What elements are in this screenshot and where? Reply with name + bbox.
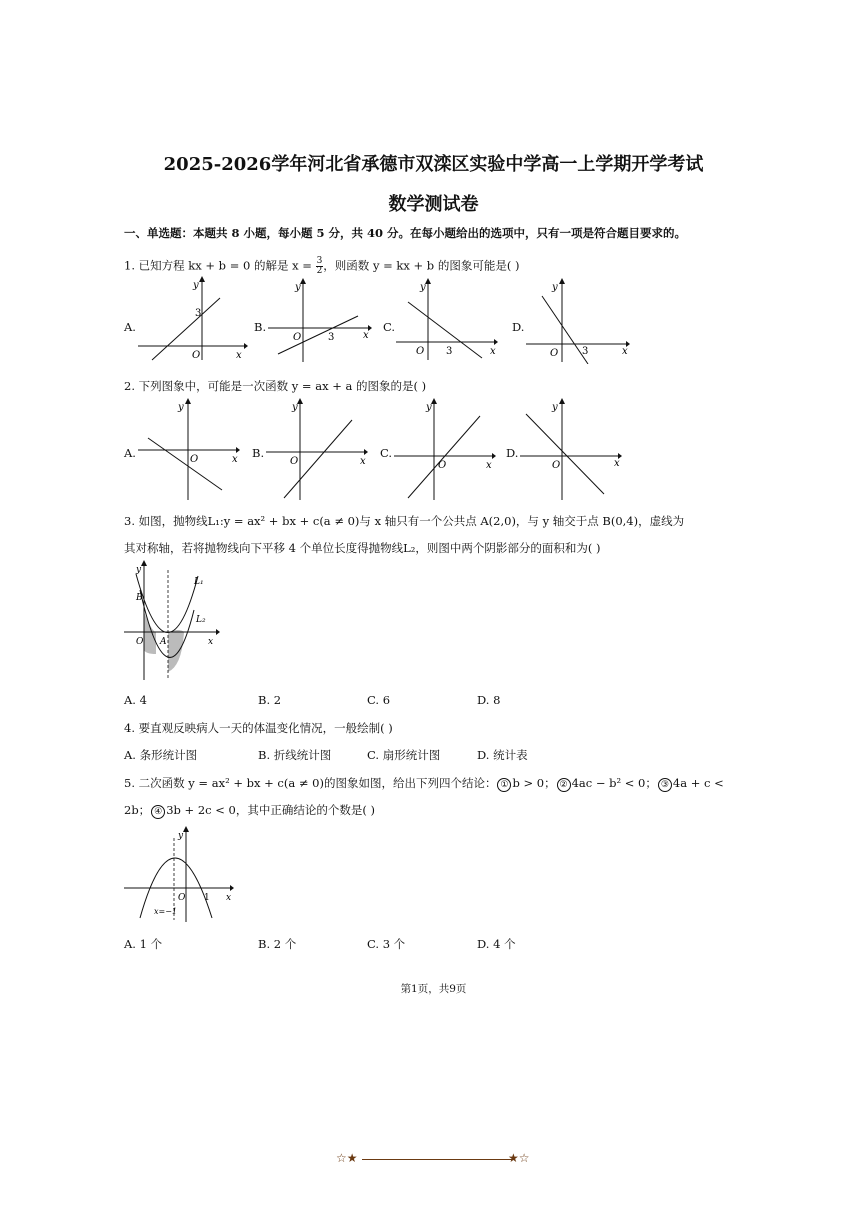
section-heading: 一、单选题：本题共 8 小题，每小题 5 分，共 40 分。在每小题给出的选项中，只有一项是符合题目要求的。	[124, 226, 687, 240]
q5-option-d[interactable]: D. 4 个	[477, 937, 516, 951]
q1c-x-label: x	[490, 346, 496, 357]
q4-option-a[interactable]: A. 条形统计图	[124, 748, 198, 762]
q3-point-a: A	[160, 637, 167, 647]
q3-label-l2: L₂	[196, 615, 206, 625]
q2-option-b[interactable]: B.	[252, 446, 265, 460]
q2b-y-label: y	[292, 402, 298, 413]
q2b-x-label: x	[360, 456, 366, 467]
q1b-y-arrow	[300, 278, 306, 284]
q3-graph	[122, 560, 222, 682]
q1a-x-label: x	[236, 350, 242, 361]
q3-point-b: B	[136, 593, 143, 603]
q1a-x-arrow	[244, 343, 248, 349]
q2c-x-label: x	[486, 460, 492, 471]
q1a-y-label: y	[193, 280, 199, 291]
q5-c4-text: 3b + 2c < 0，其中正确结论的个数是( )	[166, 803, 375, 817]
q1-frac-den: 2	[316, 266, 323, 276]
divider-line	[362, 1159, 512, 1160]
q2d-line	[526, 414, 604, 494]
q4-option-d[interactable]: D. 统计表	[477, 748, 528, 762]
q2-option-c[interactable]: C.	[380, 446, 393, 460]
q1d-origin: O	[550, 348, 559, 359]
q2-graph-d	[520, 398, 624, 502]
q3-shade-left	[144, 612, 156, 654]
q1c-x-arrow	[494, 339, 498, 345]
q5-option-b[interactable]: B. 2 个	[258, 937, 297, 951]
decorative-divider	[336, 1151, 536, 1169]
q1-option-c[interactable]: C.	[383, 320, 396, 334]
q5-c4-mark: ④	[151, 805, 165, 819]
q1d-x-label: x	[622, 346, 628, 357]
q5-axis-label: x=−1	[154, 907, 178, 916]
q3-origin: O	[136, 637, 144, 647]
q2-stem: 2. 下列图象中，可能是一次函数 y = ax + a 的图象的是( )	[124, 379, 427, 393]
q5-option-c[interactable]: C. 3 个	[367, 937, 406, 951]
q5-c2-text: 4ac − b² < 0；	[571, 776, 657, 790]
q3-stem-line1: 3. 如图，抛物线L₁:y = ax² + bx + c(a ≠ 0)与 x 轴只有一个公共点 A(2,0)，与 y 轴交于点 B(0,4)，虚线为	[124, 514, 685, 528]
q2-graph-c	[394, 398, 498, 502]
q2-option-d[interactable]: D.	[506, 446, 519, 460]
q5-one: 1	[204, 893, 210, 903]
q5-c3-text: 4a + c <	[672, 776, 724, 790]
q1c-y-label: y	[420, 282, 426, 293]
q1d-three: 3	[582, 346, 589, 357]
q1a-line	[152, 298, 220, 360]
q2a-y-label: y	[178, 402, 184, 413]
q1b-y-label: y	[295, 282, 301, 293]
q1b-origin: O	[293, 332, 302, 343]
q1a-origin: O	[192, 350, 201, 361]
q1-graph-d	[526, 278, 632, 364]
q1-stem-part1: 1. 已知方程 kx + b = 0 的解是 x =	[124, 258, 316, 273]
q1-graph-c	[396, 278, 498, 362]
q2b-x-arrow	[364, 449, 368, 455]
q5-c2-mark: ②	[557, 778, 571, 792]
q4-option-b[interactable]: B. 折线统计图	[258, 748, 332, 762]
q2c-y-label: y	[426, 402, 432, 413]
q1-option-b[interactable]: B.	[254, 320, 267, 334]
q1b-line	[278, 316, 358, 354]
page-footer: 第1页，共9页	[400, 983, 467, 995]
q1a-three: 3	[195, 308, 202, 319]
q1a-y-arrow	[199, 276, 205, 282]
q5-c1-mark: ①	[497, 778, 511, 792]
q1d-y-arrow	[559, 278, 565, 284]
q3-stem-line2: 其对称轴，若将抛物线向下平移 4 个单位长度得抛物线L₂，则图中两个阴影部分的面积和为( )	[124, 541, 601, 555]
q3-shade-right	[168, 630, 184, 672]
q2-option-a[interactable]: A.	[124, 446, 136, 460]
q1-stem-part2: ，则函数 y = kx + b 的图象可能是( )	[323, 258, 520, 273]
q4-option-c[interactable]: C. 扇形统计图	[367, 748, 441, 762]
q2d-y-label: y	[552, 402, 558, 413]
q2d-y-arrow	[559, 398, 565, 404]
q2a-origin: O	[190, 454, 199, 465]
q2a-y-arrow	[185, 398, 191, 404]
q1c-y-arrow	[425, 278, 431, 284]
q5-x-label: x	[226, 893, 232, 903]
q5-x-arrow	[230, 885, 234, 891]
q3-label-l1: L₁	[194, 577, 204, 587]
q1-graph-b	[268, 278, 372, 364]
q5-stem-line2	[124, 802, 375, 819]
q1c-origin: O	[416, 346, 425, 357]
q5-y-arrow	[183, 826, 189, 832]
q2c-origin: O	[438, 460, 447, 471]
q5-c3-mark: ③	[658, 778, 672, 792]
left-stars-icon: ☆★	[336, 1151, 358, 1165]
q2a-x-arrow	[236, 447, 240, 453]
q5-stem-line1	[124, 775, 724, 792]
q2b-origin: O	[290, 456, 299, 467]
q2c-y-arrow	[431, 398, 437, 404]
q1-stem	[124, 257, 519, 276]
q1-frac-num: 3	[316, 256, 323, 266]
q2b-y-arrow	[297, 398, 303, 404]
exam-title: 2025-2026学年河北省承德市双滦区实验中学高一上学期开学考试	[163, 154, 704, 175]
q5-graph	[124, 826, 236, 924]
q3-x-arrow	[216, 629, 220, 635]
q5-origin: O	[178, 893, 186, 903]
q2c-x-arrow	[492, 453, 496, 459]
q1-option-a[interactable]: A.	[124, 320, 136, 334]
q1-option-d[interactable]: D.	[512, 320, 525, 334]
q3-option-d[interactable]: D. 8	[477, 693, 501, 707]
right-stars-icon: ★☆	[508, 1151, 530, 1165]
q3-option-b[interactable]: B. 2	[258, 693, 282, 707]
q2d-x-label: x	[614, 458, 620, 469]
q1c-three: 3	[446, 346, 453, 357]
q2a-line	[148, 438, 222, 490]
q3-y-label: y	[136, 565, 142, 575]
q2c-line	[408, 416, 480, 498]
q3-x-label: x	[208, 637, 214, 647]
q4-stem: 4. 要直观反映病人一天的体温变化情况，一般绘制( )	[124, 721, 393, 735]
q3-option-c[interactable]: C. 6	[367, 693, 391, 707]
q5-option-a[interactable]: A. 1 个	[124, 937, 163, 951]
q3-y-arrow	[141, 560, 147, 566]
q2a-x-label: x	[232, 454, 238, 465]
q1d-y-label: y	[552, 282, 558, 293]
q5-y-label: y	[178, 831, 184, 841]
q3-option-a[interactable]: A. 4	[124, 693, 147, 707]
q2-graph-a	[138, 398, 242, 502]
exam-subtitle: 数学测试卷	[388, 194, 479, 215]
q5-stem-cont: 2b；	[124, 803, 151, 817]
q1b-x-label: x	[363, 330, 369, 341]
q1-graph-a	[138, 276, 248, 362]
q2d-origin: O	[552, 460, 561, 471]
q5-stem-intro: 5. 二次函数 y = ax² + bx + c(a ≠ 0)的图象如图，给出下列四个结论：	[124, 776, 497, 790]
q1b-three: 3	[328, 332, 335, 343]
q2-graph-b	[266, 398, 370, 502]
q5-c1-text: b > 0；	[512, 776, 556, 790]
